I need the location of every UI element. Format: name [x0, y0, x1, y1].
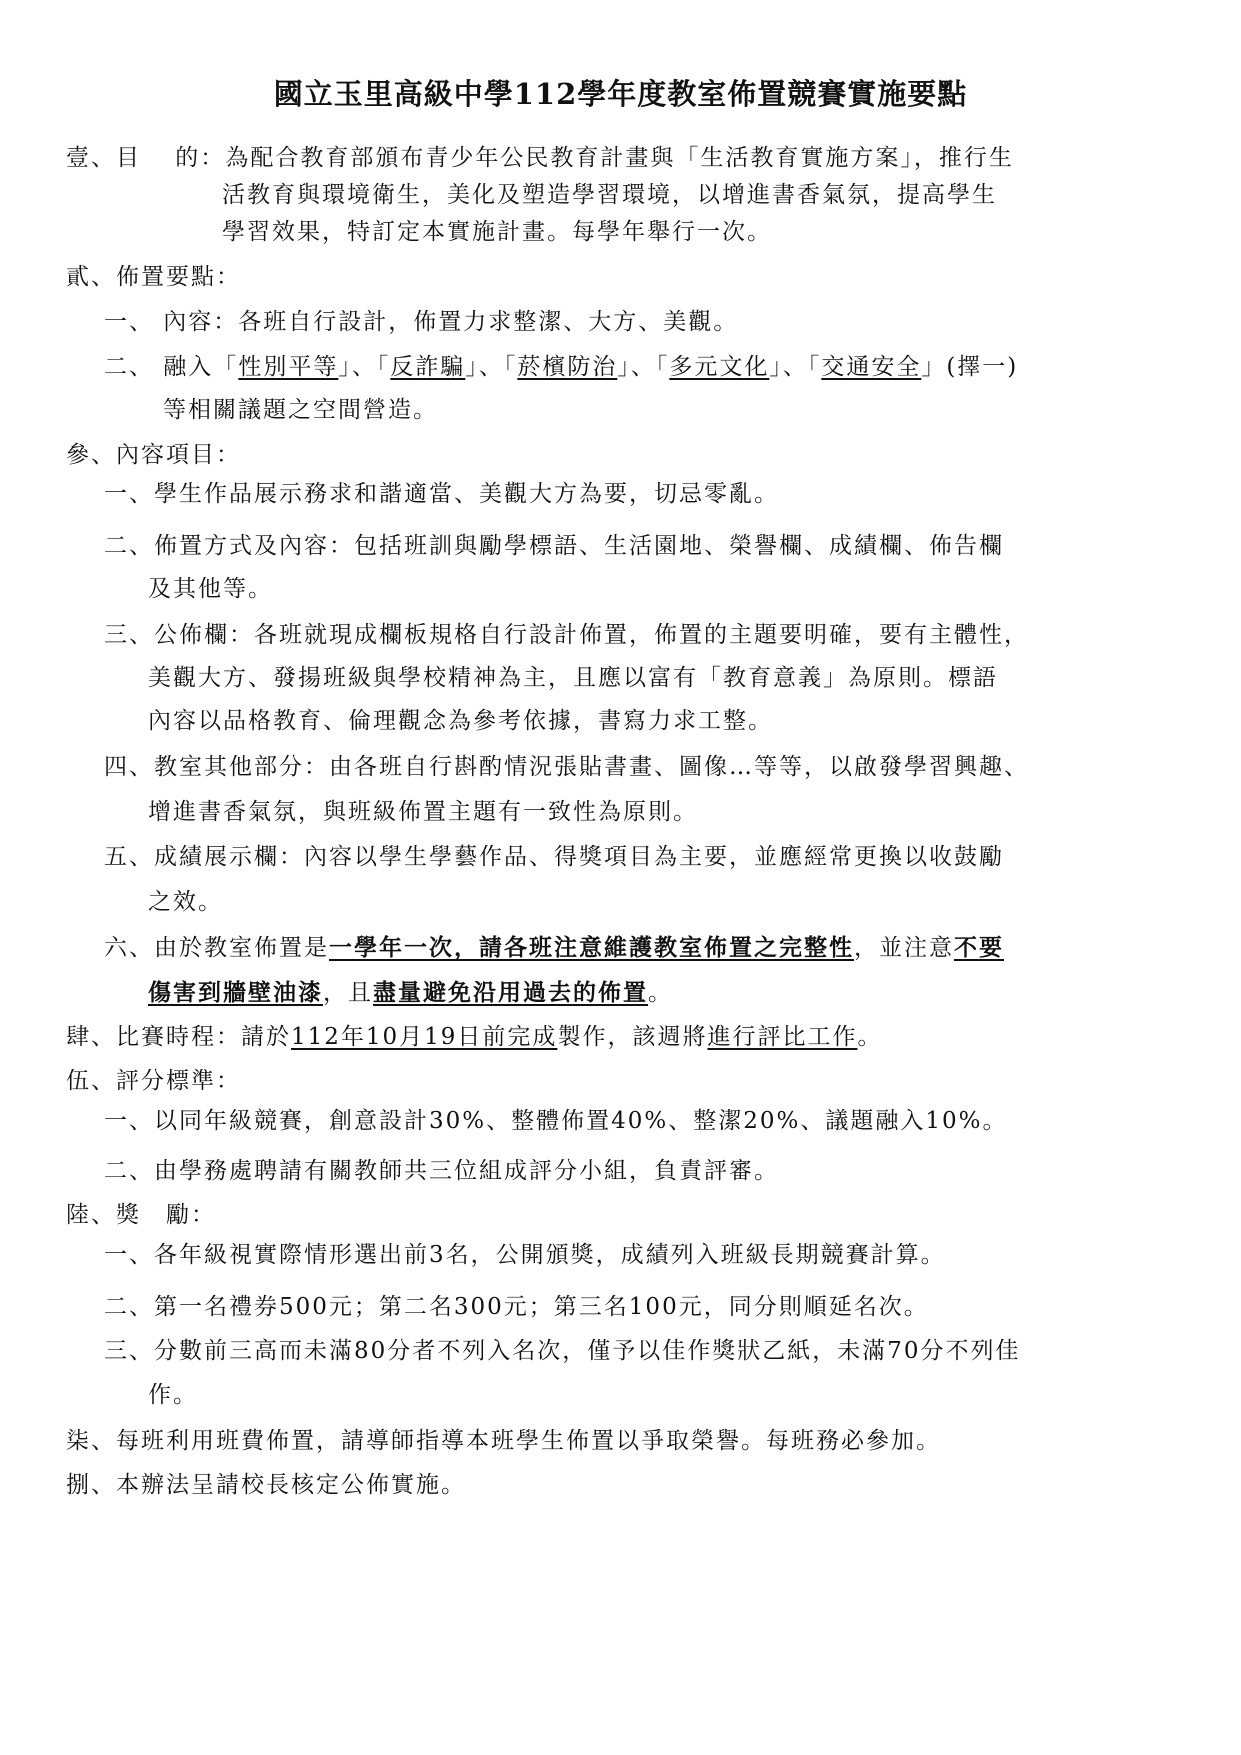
section-3-item-3-line-1: 三、公佈欄：各班就現成欄板規格自行設計佈置，佈置的主題要明確，要有主體性， — [104, 622, 1029, 648]
section-1-label: 壹、目 的： — [66, 145, 226, 171]
evaluation-note: 進行評比工作 — [707, 1024, 858, 1050]
section-6-item-2: 二、第一名禮券500元；第二名300元；第三名100元，同分則順延名次。 — [104, 1294, 929, 1320]
section-3-item-5-line-2: 之效。 — [148, 889, 223, 915]
deadline-date: 112年10月19日前完成 — [291, 1024, 558, 1050]
topic-tobacco-betel-prevention: 菸檳防治 — [517, 354, 618, 380]
section-6-item-3-line-1: 三、分數前三高而未滿80分者不列入名次，僅予以佳作獎狀乙紙，未滿70分不列佳 — [104, 1338, 1021, 1364]
topic-traffic-safety: 交通安全 — [821, 354, 922, 380]
item-6-emphasis-1: 一學年一次，請各班注意維護教室佈置之完整性 — [329, 934, 854, 961]
topic-multiculturalism: 多元文化 — [669, 354, 770, 380]
separator: 」、「 — [465, 354, 518, 380]
section-4-line — [66, 1022, 882, 1052]
section-1-line-1 — [66, 143, 1014, 173]
section-3-item-4-line-1: 四、教室其他部分：由各班自行斟酌情況張貼書畫、圖像…等等，以啟發學習興趣、 — [104, 754, 1029, 780]
section-3-item-2-line-1: 二、佈置方式及內容：包括班訓與勵學標語、生活園地、榮譽欄、成績欄、佈告欄 — [104, 533, 1004, 559]
section-1-text-1: 為配合教育部頒布青少年公民教育計畫與「生活教育實施方案」，推行生 — [225, 145, 1014, 171]
item-6-emphasis-2b: 傷害到牆壁油漆 — [148, 979, 323, 1006]
topic-anti-fraud: 反詐騙 — [390, 354, 466, 380]
section-3-item-3-line-3: 內容以品格教育、倫理觀念為參考依據，書寫力求工整。 — [148, 708, 773, 734]
page-title: 國立玉里高級中學112學年度教室佈置競賽實施要點 — [273, 77, 968, 111]
section-3-item-1: 一、學生作品展示務求和諧適當、美觀大方為要，切忌零亂。 — [104, 481, 779, 507]
item-6-text: ，並注意 — [854, 935, 954, 961]
item-6-emphasis-2a: 不要 — [954, 934, 1004, 961]
section-2-item-2 — [104, 352, 1018, 382]
section-6-heading: 陸、獎 勵： — [66, 1202, 216, 1228]
section-2-heading: 貳、佈置要點： — [66, 264, 241, 290]
separator: 」、「 — [338, 354, 391, 380]
item-6-text: 。 — [648, 980, 673, 1006]
item-6-emphasis-3: 盡量避免沿用過去的佈置 — [373, 979, 648, 1006]
section-2-item-2-prefix: 二、 融入「 — [104, 354, 239, 380]
section-1-line-3: 學習效果，特訂定本實施計畫。每學年舉行一次。 — [222, 219, 772, 245]
topic-gender-equality: 性別平等 — [238, 354, 339, 380]
section-3-item-6-line-1 — [104, 933, 1004, 963]
item-6-text: 六、由於教室佈置是 — [104, 935, 329, 961]
item-6-text: ，且 — [323, 980, 373, 1006]
section-6-item-3-line-2: 作。 — [148, 1382, 198, 1408]
section-2-item-1: 一、 內容：各班自行設計，佈置力求整潔、大方、美觀。 — [104, 309, 739, 335]
section-2-item-2-suffix: 」(擇一) — [921, 354, 1019, 380]
section-8-line: 捌、本辦法呈請校長核定公佈實施。 — [66, 1472, 466, 1498]
separator: 」、「 — [617, 354, 670, 380]
section-3-item-5-line-1: 五、成績展示欄：內容以學生學藝作品、得獎項目為主要，並應經常更換以收鼓勵 — [104, 844, 1004, 870]
section-4-text: 肆、比賽時程：請於 — [66, 1024, 291, 1050]
section-5-item-1: 一、以同年級競賽，創意設計30%、整體佈置40%、整潔20%、議題融入10%。 — [104, 1108, 1008, 1134]
section-7-line: 柒、每班利用班費佈置，請導師指導本班學生佈置以爭取榮譽。每班務必參加。 — [66, 1428, 941, 1454]
section-2-item-2-line-2: 等相關議題之空間營造。 — [163, 397, 438, 423]
section-3-heading: 參、內容項目： — [66, 442, 241, 468]
section-1-line-2: 活教育與環境衛生，美化及塑造學習環境，以增進書香氣氛，提高學生 — [222, 182, 997, 208]
section-3-item-6-line-2 — [148, 978, 673, 1008]
section-6-item-1: 一、各年級視實際情形選出前3名，公開頒獎，成績列入班級長期競賽計算。 — [104, 1242, 946, 1268]
section-3-item-4-line-2: 增進書香氣氛，與班級佈置主題有一致性為原則。 — [148, 799, 698, 825]
section-4-text: 製作，該週將 — [557, 1024, 708, 1050]
separator: 」、「 — [769, 354, 822, 380]
section-3-item-3-line-2: 美觀大方、發揚班級與學校精神為主，且應以富有「教育意義」為原則。標語 — [148, 665, 998, 691]
section-4-text: 。 — [857, 1024, 883, 1050]
section-5-heading: 伍、評分標準： — [66, 1068, 241, 1094]
section-3-item-2-line-2: 及其他等。 — [148, 576, 273, 602]
section-5-item-2: 二、由學務處聘請有關教師共三位組成評分小組，負責評審。 — [104, 1158, 779, 1184]
